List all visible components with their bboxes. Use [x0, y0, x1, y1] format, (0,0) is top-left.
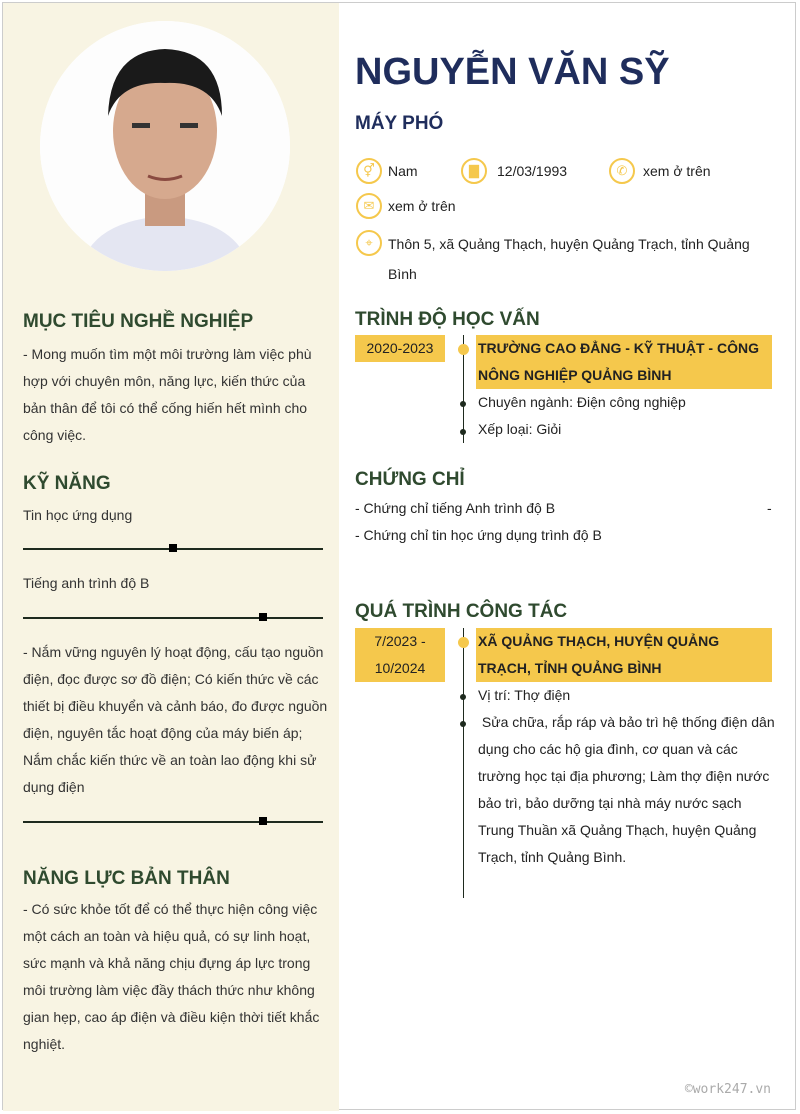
gender-icon: ⚥: [356, 158, 382, 184]
education-title: TRÌNH ĐỘ HỌC VẤN: [355, 309, 540, 330]
bullet-dot: [460, 721, 466, 727]
abilities-text: - Có sức khỏe tốt để có thể thực hiện công việc một cách an toàn và hiệu quả, có sự linh hoạt, sức mạnh và khả năng chịu đựng áp lực trong môi trường làm việc đầy thách thức như không gian hẹp, cao áp điện và điều kiện thời tiết khắc nghiệt.: [23, 901, 320, 1052]
profile-photo: [40, 21, 290, 271]
objective-title: MỤC TIÊU NGHỀ NGHIỆP: [23, 311, 254, 332]
phone-icon: ✆: [609, 158, 635, 184]
contact-phone: ✆ xem ở trên: [609, 158, 711, 184]
work-detail: Vị trí: Thợ điện: [478, 687, 571, 703]
skill-bar: [23, 821, 323, 823]
objective-text: - Mong muốn tìm một môi trường làm việc phù hợp với chuyên môn, năng lực, kiến thức của bản thân để tôi có thể cống hiến hết mình cho công việc.: [23, 346, 312, 443]
map-pin-icon: ⌖: [356, 230, 382, 256]
education-detail: Xếp loại: Giỏi: [478, 421, 562, 437]
skills-title: KỸ NĂNG: [23, 473, 111, 494]
skill-description: - Nắm vững nguyên lý hoạt động, cấu tạo nguồn điện, đọc được sơ đồ điện; Có kiến thức về các thiết bị điều khuyển và cảnh báo, đo được nguồn điện, nguyên tắc hoạt động của máy biến áp; Nắm chắc kiến thức về an toàn lao động khi sử dụng điện: [23, 644, 328, 795]
timeline-dot: [458, 637, 469, 648]
workplace-name: XÃ QUẢNG THẠCH, HUYỆN QUẢNG TRẠCH, TỈNH QUẢNG BÌNH: [476, 628, 772, 682]
certificate-trailing: -: [767, 500, 772, 516]
certificate-item: - Chứng chỉ tiếng Anh trình độ B: [355, 500, 556, 516]
abilities-title: NĂNG LỰC BẢN THÂN: [23, 868, 230, 889]
candidate-name: NGUYỄN VĂN SỸ: [355, 51, 670, 93]
skill-bar: [23, 548, 323, 550]
sidebar: [3, 3, 339, 1111]
skill-label: Tiếng anh trình độ B: [23, 575, 150, 591]
work-date: 7/2023 - 10/2024: [355, 628, 445, 682]
skill-level-marker: [259, 613, 267, 621]
bullet-dot: [460, 429, 466, 435]
work-detail: Sửa chữa, rắp ráp và bảo trì hệ thống điện dân dụng cho các hộ gia đình, cơ quan và các trường học tại địa phương; Làm thợ điện nước bảo trì, bảo dưỡng tại nhà máy nước sạch Trung Thuần xã Quảng Thạch, huyện Quảng Trạch, tỉnh Quảng Bình.: [478, 714, 779, 865]
education-detail: Chuyên ngành: Điện công nghiệp: [478, 394, 686, 410]
education-date: 2020-2023: [355, 335, 445, 362]
certificate-item: - Chứng chỉ tin học ứng dụng trình độ B: [355, 527, 602, 543]
timeline-line: [463, 628, 464, 898]
skill-level-marker: [259, 817, 267, 825]
job-title: MÁY PHÓ: [355, 113, 444, 134]
work-title: QUÁ TRÌNH CÔNG TÁC: [355, 601, 568, 622]
email-icon: ✉: [356, 193, 382, 219]
contact-gender: ⚥ Nam: [356, 158, 418, 184]
contact-address: ⌖ Thôn 5, xã Quảng Thạch, huyện Quảng Trạch, tỉnh Quảng Bình: [356, 229, 776, 289]
contact-email: ✉ xem ở trên: [356, 193, 456, 219]
bullet-dot: [460, 694, 466, 700]
skill-label: Tin học ứng dụng: [23, 507, 133, 523]
certificates-title: CHỨNG CHỈ: [355, 469, 465, 490]
birthday-cake-icon: ▇: [461, 158, 487, 184]
watermark: ©work247.vn: [684, 1082, 771, 1097]
skill-bar: [23, 617, 323, 619]
bullet-dot: [460, 401, 466, 407]
timeline-dot: [458, 344, 469, 355]
contact-dob: ▇ 12/03/1993: [461, 158, 567, 184]
skill-level-marker: [169, 544, 177, 552]
school-name: TRƯỜNG CAO ĐẲNG - KỸ THUẬT - CÔNG NÔNG NGHIỆP QUẢNG BÌNH: [476, 335, 772, 389]
cv-page: [2, 2, 796, 1110]
